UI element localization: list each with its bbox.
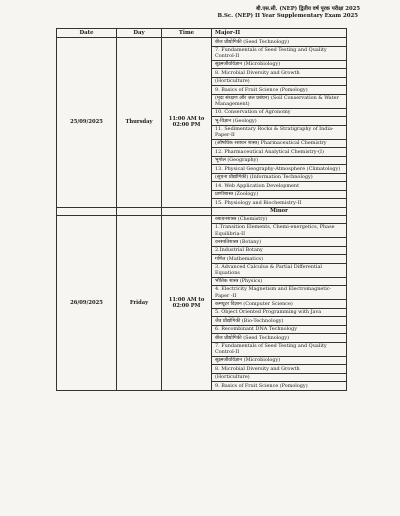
paper-title: 5. Object Oriented Programming with Java	[212, 308, 347, 317]
subject-name: (सूचना प्रौद्योगिकी) (Information Technology)	[212, 173, 347, 182]
subject-name: रसायनशास्त्र (Chemistry)	[212, 215, 347, 224]
minor-row	[57, 207, 347, 215]
subject-name: (औषधिक रसायन शास्त्र) Pharmaceutical Chemistry	[212, 139, 347, 148]
minor-spacer-time	[162, 207, 212, 215]
table-row	[57, 215, 347, 224]
paper-title: 10. Conservation of Agronomy	[212, 108, 347, 117]
paper-title: 9. Basics of Fruit Science (Pomology)	[212, 382, 347, 391]
paper-title: 13. Physical Geography-Atmosphere (Climatology)	[212, 165, 347, 174]
paper-title: 7. Fundamentals of Seed Testing and Quality Control-II	[212, 46, 347, 60]
subject-name: सूक्ष्मजीवविज्ञान (Microbiology)	[212, 356, 347, 365]
paper-title: 11. Sedimentary Rocks & Stratigraphy of India-Paper-II	[212, 125, 347, 139]
paper-title: 14. Web Application Development	[212, 182, 347, 191]
cell-date: 26/09/2025	[57, 215, 117, 390]
cell-date: 25/09/2025	[57, 38, 117, 208]
paper-title: 9. Basics of Fruit Science (Pomology)	[212, 86, 347, 95]
minor-spacer-date	[57, 207, 117, 215]
paper-title: 6. Recombinant DNA Technology	[212, 325, 347, 334]
minor-spacer-day	[117, 207, 162, 215]
cell-day: Friday	[117, 215, 162, 390]
header-hindi: बी.एस.सी. (NEP) द्वितीय वर्ष पूरक परीक्षा 2025	[256, 6, 360, 12]
subject-name: बीज प्रौद्योगिकी (Seed Technology)	[212, 38, 347, 47]
subject-name: भू-विज्ञान (Geology)	[212, 117, 347, 126]
exam-schedule-table	[56, 28, 347, 391]
subject-name: प्राणीशास्त्र (Zoology)	[212, 190, 347, 199]
subject-name: गणित (Mathematics)	[212, 255, 347, 264]
paper-title: 15. Physiology and Biochemistry-II	[212, 199, 347, 208]
subject-name: जैव प्रौद्योगिकी (Bio-Technology)	[212, 317, 347, 326]
paper-title: 3. Advanced Calculus & Partial Differential Equations	[212, 263, 347, 277]
header-english: B.Sc. (NEP) II Year Supplementary Exam 2025	[217, 13, 358, 19]
paper-title: 7. Fundamentals of Seed Testing and Quality Control-II	[212, 342, 347, 356]
col-date: Date	[57, 29, 117, 38]
subject-name: (मृदा संरक्षण और जल प्रबंधन) (Soil Conservation & Water Management)	[212, 94, 347, 108]
paper-title: 12. Pharmaceutical Analytical Chemistry-(I)	[212, 148, 347, 157]
subject-name: कम्प्यूटर विज्ञान (Computer Science)	[212, 300, 347, 309]
cell-time: 11:00 AM to 02:00 PM	[162, 38, 212, 208]
cell-day: Thursday	[117, 38, 162, 208]
paper-title: 4. Electricity Magnetism and Electromagnetic-Paper -II	[212, 286, 347, 300]
subject-name: (Horticulture)	[212, 77, 347, 86]
subject-name: भूगोल (Geography)	[212, 156, 347, 165]
cell-time: 11:00 AM to 02:00 PM	[162, 215, 212, 390]
paper-title: 8. Microbial Diversity and Growth	[212, 365, 347, 374]
subject-name: भौतिक शास्त्र (Physics)	[212, 277, 347, 286]
paper-title: 1.Transition Elements, Chemi-energetics, Phase Equilibria-II	[212, 224, 347, 238]
paper-title: 8. Microbial Diversity and Growth	[212, 69, 347, 78]
table-row	[57, 38, 347, 47]
subject-name: (Horticulture)	[212, 373, 347, 382]
subject-name: बीज प्रौद्योगिकी (Seed Technology)	[212, 334, 347, 343]
col-major: Major-II	[212, 29, 347, 38]
subject-name: वनस्पतिशास्त्र (Botany)	[212, 238, 347, 247]
table-header-row	[57, 29, 347, 38]
subject-name: सूक्ष्मजीवविज्ञान (Microbiology)	[212, 60, 347, 69]
paper-title: 2.Industrial Botany	[212, 246, 347, 255]
col-day: Day	[117, 29, 162, 38]
col-time: Time	[162, 29, 212, 38]
minor-heading: Minor	[212, 207, 347, 215]
